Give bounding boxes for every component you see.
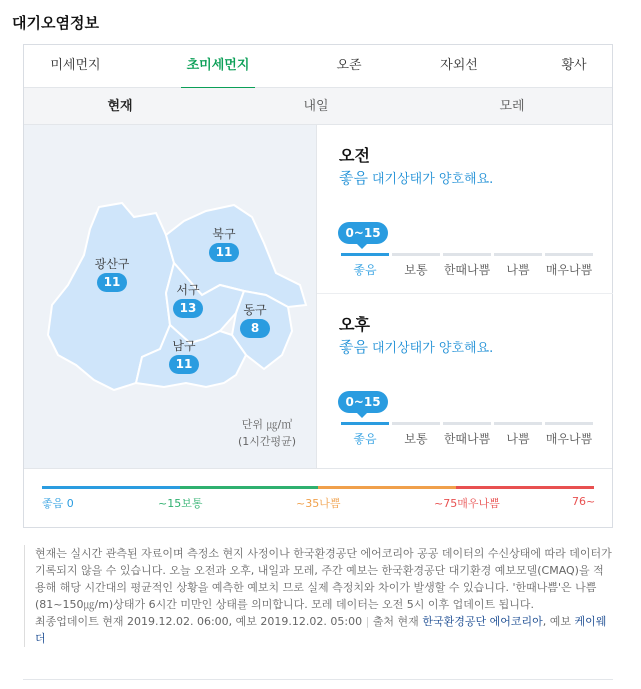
district-name-dong: 동구 (243, 303, 267, 317)
legend-max: 76~ (572, 495, 596, 508)
status-line (339, 167, 493, 188)
level-bad: 나쁨 (494, 253, 542, 283)
legend-bar-very-bad (456, 486, 594, 489)
divider (23, 679, 613, 680)
district-map (24, 125, 316, 468)
period-label: 오후 (339, 315, 370, 334)
level-very-bad: 매우나쁨 (545, 422, 593, 452)
legend-very-bad: ~75매우나쁨 (434, 497, 500, 510)
level-normal: 보통 (392, 422, 440, 452)
district-value-dong: 8 (240, 319, 270, 338)
unit-info (232, 416, 302, 450)
tab-ozone[interactable]: 오존 (336, 58, 362, 73)
level-temp-bad: 한때나쁨 (443, 253, 491, 283)
source-link-airkorea[interactable]: 한국환경공단 에어코리아 (422, 615, 543, 628)
tab-pm25[interactable]: 초미세먼지 (181, 45, 255, 88)
tab-yellow-dust[interactable]: 황사 (561, 58, 587, 73)
range-bubble: 0~15 (338, 391, 388, 413)
forecast-am (317, 125, 613, 295)
level-good: 좋음 (341, 253, 389, 283)
notes-text: 현재는 실시간 관측된 자료이며 측정소 현지 사정이나 한국환경공단 에어코리아 공공 데이터의 수신상태에 따라 데이터가 기록되지 않을 수 있습니다. 오늘 오전과 오후, 내일과 모레, 주간 예보는 한국환경공단 대기환경 예보모델(CMAQ)을 적용해 해당 시간대의 평균적인 상황을 예측한 예보치 므로 실제 측정치와 차이가 발생할 수 있습니다. '한때나쁨'은 나쁨(81~150㎍/m)상태가 6시간 미만인 상태를 의미합니다. 모레 데이터는 오전 5시 이후 업데이트 됩니다. (35, 547, 612, 611)
legend-good: 좋음 0 (42, 497, 74, 510)
forecast-pm (317, 294, 613, 464)
unit-note: (1시간평균) (237, 435, 297, 448)
district-name-buk: 북구 (212, 227, 236, 241)
legend-normal: ~15보통 (158, 497, 203, 510)
tab-tomorrow[interactable]: 내일 (303, 99, 329, 114)
range-bubble: 0~15 (338, 222, 388, 244)
pollutant-tabs (24, 45, 612, 88)
district-value-nam: 11 (169, 355, 199, 374)
source-prefix: 출처 현재 (372, 615, 419, 628)
period-label: 오전 (339, 146, 370, 165)
update-source-line: 최종업데이트 현재 2019.12.02. 06:00, 예보 2019.12.02. 05:00 | 출처 현재 한국환경공단 에어코리아, 예보 케이웨더 (35, 615, 607, 645)
district-name-gwangsan: 광산구 (94, 257, 130, 271)
grade-legend (24, 468, 612, 528)
grade-text: 좋음 (339, 338, 368, 356)
legend-bad: ~35나쁨 (296, 497, 341, 510)
level-scale (341, 422, 593, 452)
forecast-panel (316, 125, 612, 468)
unit-label: 단위 ㎍/㎥ (241, 418, 293, 431)
district-value-seo: 13 (173, 299, 203, 318)
level-bad: 나쁨 (494, 422, 542, 452)
tab-day-after[interactable]: 모레 (499, 99, 525, 114)
notes (24, 545, 614, 647)
update-info: 최종업데이트 현재 2019.12.02. 06:00, 예보 2019.12.02. 05:00 (35, 615, 363, 628)
level-scale (341, 253, 593, 283)
status-message: 대기상태가 양호해요. (371, 172, 494, 187)
level-good: 좋음 (341, 422, 389, 452)
district-name-nam: 남구 (172, 339, 196, 353)
status-message: 대기상태가 양호해요. (371, 341, 494, 356)
grade-text: 좋음 (339, 169, 368, 187)
legend-bar-normal (180, 486, 318, 489)
level-normal: 보통 (392, 253, 440, 283)
district-value-gwangsan: 11 (97, 273, 127, 292)
tab-now[interactable]: 현재 (107, 99, 133, 114)
level-temp-bad: 한때나쁨 (443, 422, 491, 452)
level-very-bad: 매우나쁨 (545, 253, 593, 283)
page-title: 대기오염정보 (12, 14, 99, 32)
district-name-seo: 서구 (176, 283, 200, 297)
air-quality-panel (23, 44, 613, 528)
tab-uv[interactable]: 자외선 (440, 58, 478, 73)
tab-pm10[interactable]: 미세먼지 (50, 58, 101, 73)
district-value-buk: 11 (209, 243, 239, 262)
day-tabs (24, 88, 612, 125)
legend-bar-bad (318, 486, 456, 489)
legend-bar-good (42, 486, 180, 489)
status-line (339, 336, 493, 357)
source-mid: , 예보 (542, 615, 571, 628)
source-link-kweather[interactable]: 케이웨더 (35, 615, 607, 645)
